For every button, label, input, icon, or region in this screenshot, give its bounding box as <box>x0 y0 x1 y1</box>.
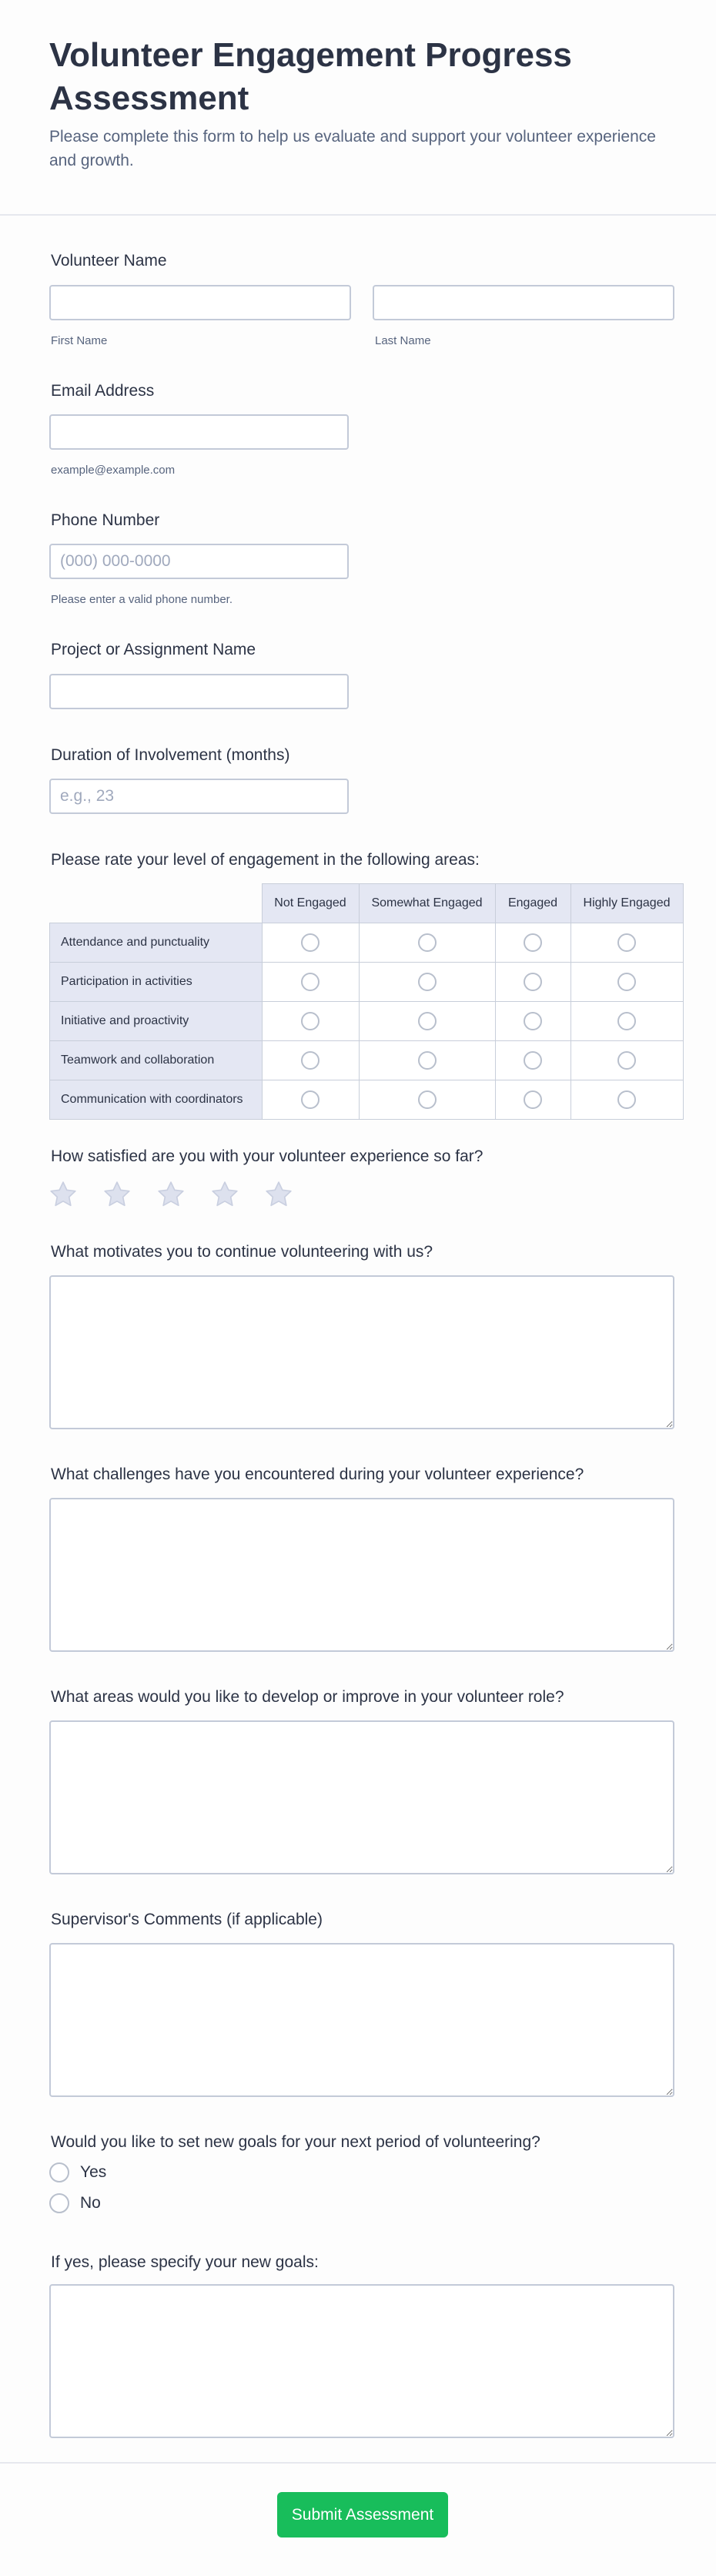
star-icon[interactable] <box>156 1179 186 1210</box>
matrix-radio[interactable] <box>617 1090 636 1109</box>
new-goals-textarea[interactable] <box>49 2284 674 2438</box>
matrix-radio[interactable] <box>524 933 542 952</box>
matrix-radio[interactable] <box>418 973 437 991</box>
matrix-radio[interactable] <box>617 1012 636 1030</box>
page-subtitle: Please complete this form to help us evaluate and support your volunteer experience and growth. <box>49 128 656 169</box>
matrix-radio[interactable] <box>617 1051 636 1070</box>
engagement-matrix <box>49 883 684 1120</box>
matrix-radio[interactable] <box>524 1090 542 1109</box>
matrix-radio[interactable] <box>617 933 636 952</box>
project-label: Project or Assignment Name <box>51 641 256 658</box>
matrix-col-header: Highly Engaged <box>570 884 683 923</box>
matrix-row <box>50 1080 684 1120</box>
email-input[interactable] <box>49 414 349 450</box>
phone-label: Phone Number <box>51 511 160 529</box>
star-icon[interactable] <box>48 1179 79 1210</box>
radio-yes[interactable] <box>49 2162 69 2182</box>
matrix-radio[interactable] <box>524 973 542 991</box>
challenges-label: What challenges have you encountered during your volunteer experience? <box>51 1466 584 1483</box>
submit-button[interactable]: Submit Assessment <box>277 2492 448 2537</box>
matrix-row-label: Initiative and proactivity <box>50 1002 263 1041</box>
goals-option-yes[interactable] <box>49 2162 106 2182</box>
star-icon[interactable] <box>102 1179 132 1210</box>
goals-label: Would you like to set new goals for your next period of volunteering? <box>51 2133 540 2151</box>
new-goals-label: If yes, please specify your new goals: <box>51 2253 319 2271</box>
matrix-radio[interactable] <box>524 1051 542 1070</box>
motivation-textarea[interactable] <box>49 1275 674 1429</box>
matrix-radio[interactable] <box>524 1012 542 1030</box>
matrix-col-header: Not Engaged <box>262 884 359 923</box>
page-title: Volunteer Engagement Progress Assessment <box>49 36 572 117</box>
matrix-row <box>50 963 684 1002</box>
matrix-radio[interactable] <box>301 973 320 991</box>
matrix-row-label: Teamwork and collaboration <box>50 1041 263 1080</box>
matrix-row <box>50 1041 684 1080</box>
first-name-sublabel: First Name <box>51 334 108 347</box>
matrix-radio[interactable] <box>418 933 437 952</box>
star-icon[interactable] <box>209 1179 240 1210</box>
matrix-col-header: Engaged <box>495 884 570 923</box>
star-rating <box>48 1179 294 1210</box>
duration-label: Duration of Involvement (months) <box>51 746 290 764</box>
supervisor-textarea[interactable] <box>49 1943 674 2097</box>
matrix-radio[interactable] <box>301 933 320 952</box>
develop-label: What areas would you like to develop or improve in your volunteer role? <box>51 1688 564 1706</box>
matrix-radio[interactable] <box>418 1051 437 1070</box>
satisfaction-label: How satisfied are you with your volunteer experience so far? <box>51 1147 483 1165</box>
first-name-input[interactable] <box>49 285 351 320</box>
radio-yes-label: Yes <box>80 2163 107 2181</box>
matrix-radio[interactable] <box>301 1012 320 1030</box>
last-name-sublabel: Last Name <box>375 334 431 347</box>
last-name-input[interactable] <box>373 285 674 320</box>
goals-option-no[interactable] <box>49 2193 101 2213</box>
supervisor-label: Supervisor's Comments (if applicable) <box>51 1911 323 1928</box>
radio-no-label: No <box>80 2194 101 2212</box>
star-icon[interactable] <box>263 1179 294 1210</box>
matrix-row <box>50 923 684 963</box>
matrix-row <box>50 1002 684 1041</box>
project-input[interactable] <box>49 674 349 709</box>
engagement-label: Please rate your level of engagement in the following areas: <box>51 851 480 869</box>
matrix-radio[interactable] <box>301 1090 320 1109</box>
matrix-corner <box>50 884 263 923</box>
volunteer-name-label: Volunteer Name <box>51 252 167 270</box>
challenges-textarea[interactable] <box>49 1498 674 1652</box>
develop-textarea[interactable] <box>49 1720 674 1874</box>
duration-input[interactable] <box>49 779 349 814</box>
radio-no[interactable] <box>49 2193 69 2213</box>
form-header <box>0 0 716 216</box>
matrix-radio[interactable] <box>617 973 636 991</box>
email-label: Email Address <box>51 382 155 400</box>
phone-input[interactable] <box>49 544 349 579</box>
matrix-radio[interactable] <box>418 1012 437 1030</box>
matrix-col-header: Somewhat Engaged <box>359 884 495 923</box>
matrix-row-label: Participation in activities <box>50 963 263 1002</box>
matrix-row-label: Communication with coordinators <box>50 1080 263 1120</box>
email-sublabel: example@example.com <box>51 464 176 477</box>
phone-sublabel: Please enter a valid phone number. <box>51 593 233 606</box>
matrix-radio[interactable] <box>418 1090 437 1109</box>
motivation-label: What motivates you to continue volunteering with us? <box>51 1243 433 1261</box>
matrix-row-label: Attendance and punctuality <box>50 923 263 963</box>
matrix-radio[interactable] <box>301 1051 320 1070</box>
